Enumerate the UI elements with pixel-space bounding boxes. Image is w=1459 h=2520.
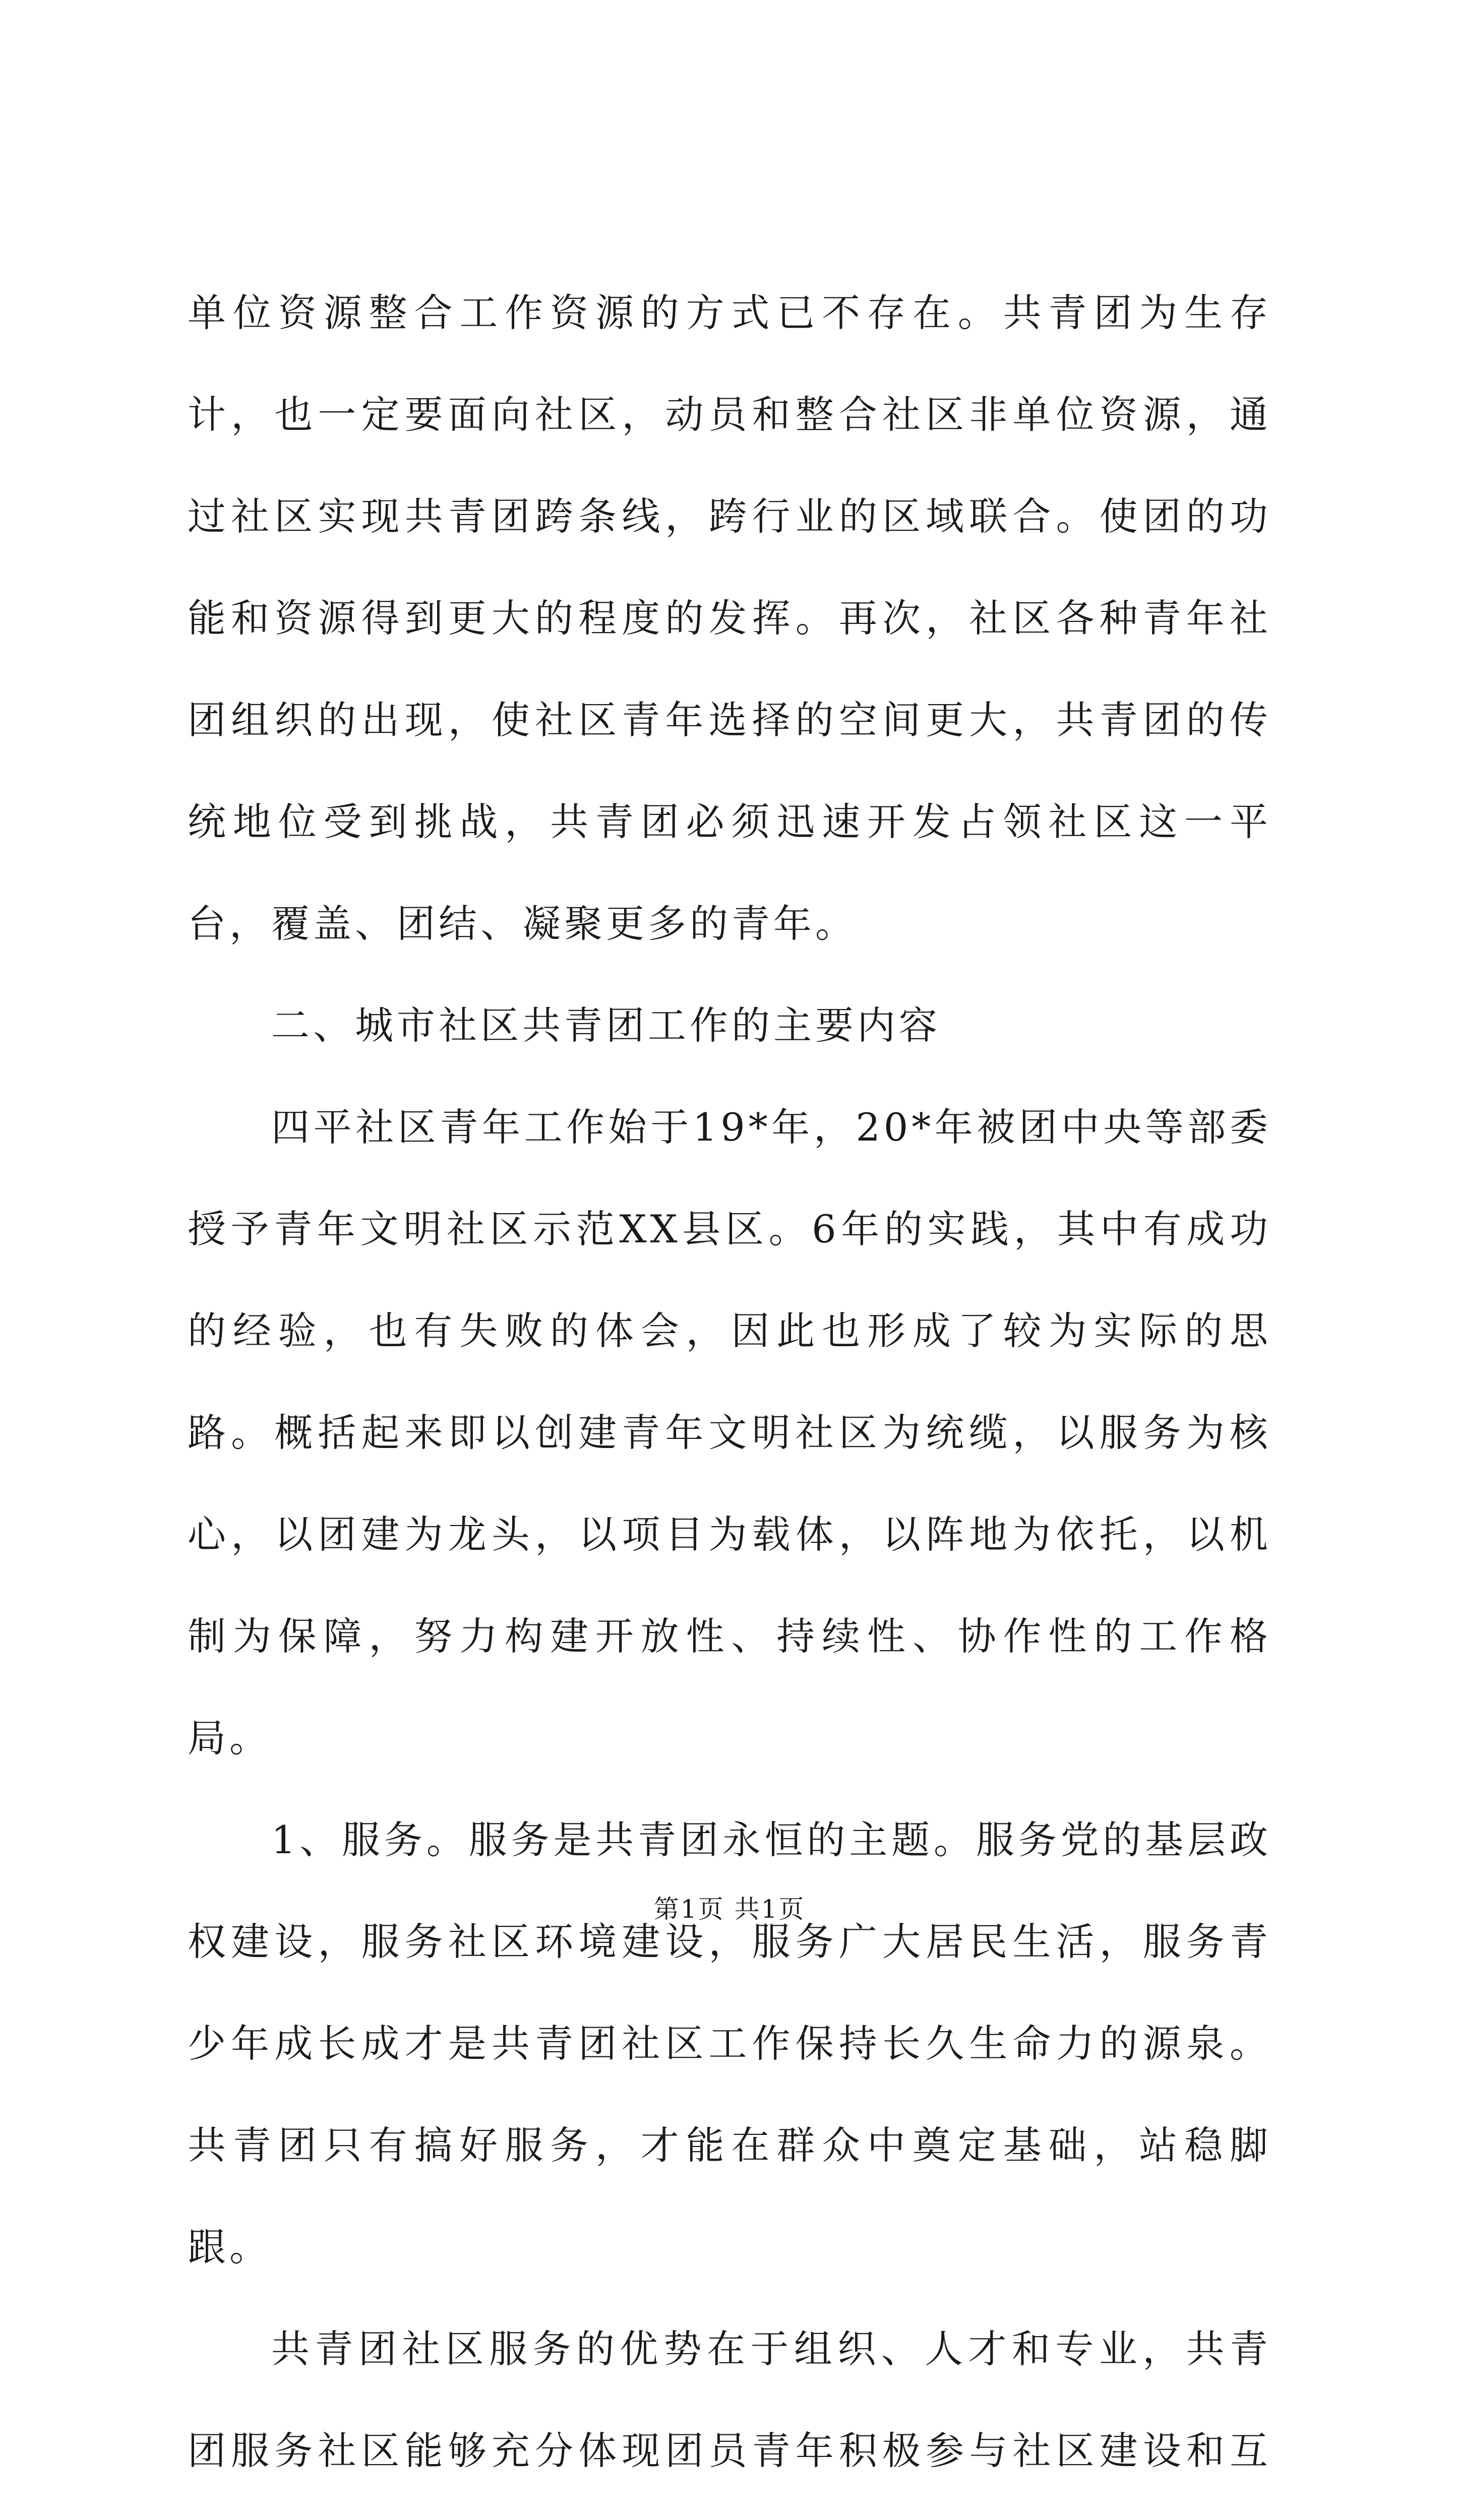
- paragraph-service-point: 1、服务。服务是共青团永恒的主题。服务党的基层政权建设，服务社区环境建设，服务广大居民生活，服务青少年成长成才是共青团社区工作保持长久生命力的源泉。共青团只有搞好服务，才能在群众中奠定基础，站稳脚跟。: [188, 1817, 1271, 2270]
- page-footer: 第1页 共1页: [653, 1895, 806, 1924]
- paragraph-service-advantages: 共青团社区服务的优势在于组织、人才和专业，共青团服务社区能够充分体现团员青年积极参与社区建设和互: [188, 2326, 1271, 2473]
- paragraph-continuation: 单位资源整合工作资源的方式已不存在。共青团为生存计，也一定要面向社区，动员和整合社区非单位资源，通过社区实现共青团跨条线，跨行业的区域联合。使团的功能和资源得到更大的程度的发挥。再次，社区各种青年社团组织的出现，使社区青年选择的空间更大，共青团的传统地位受到挑战，共青团必须迅速开发占领社区这一平台，覆盖、团结、凝聚更多的青年。: [188, 290, 1271, 946]
- section-heading: 二、城市社区共青团工作的主要内容: [271, 1003, 941, 1048]
- document-body: [188, 262, 1271, 2520]
- paragraph-siping-overview: 四平社区青年工作始于19*年，20*年被团中央等部委授予青年文明社区示范XX县区。6年的实践，其中有成功的经验，也有失败的体会，因此也形成了较为实际的思路。概括起来即以创建青年文明社区为统缆，以服务为核心，以团建为龙头，以项目为载体，以阵地为依托，以机制为保障，努力构建开放性、持续性、协作性的工作格局。: [188, 1105, 1271, 1760]
